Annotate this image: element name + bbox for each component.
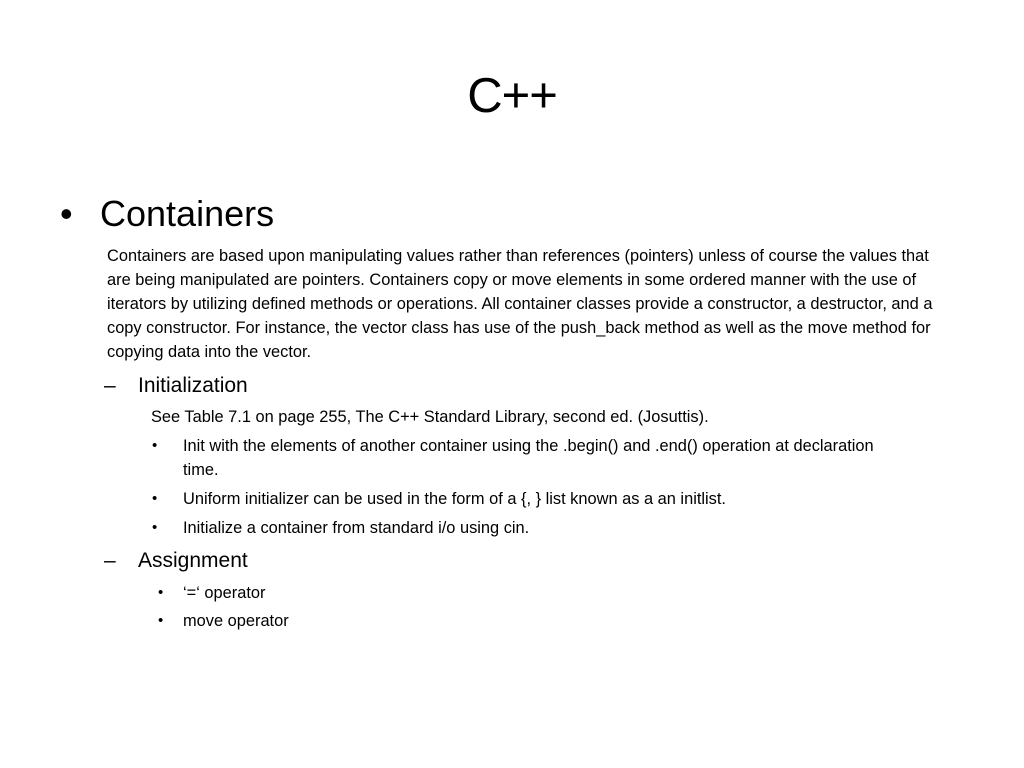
initialization-item: Uniform initializer can be used in the form of a {, } list known as a an initlist. xyxy=(183,490,726,508)
assignment-heading: Assignment xyxy=(138,549,248,572)
bullet-icon: • xyxy=(152,437,158,454)
bullet-icon: • xyxy=(152,519,158,536)
initialization-item: Init with the elements of another container using the .begin() and .end() operation at declaration time. xyxy=(183,437,874,479)
assignment-item: move operator xyxy=(183,612,289,630)
bullet-icon: • xyxy=(158,584,164,601)
dash-icon: – xyxy=(104,374,116,397)
bullet-icon: • xyxy=(158,612,164,629)
initialization-item: Initialize a container from standard i/o using cin. xyxy=(183,519,530,537)
dash-icon: – xyxy=(104,549,116,572)
initialization-note: See Table 7.1 on page 255, The C++ Standard Library, second ed. (Josuttis). xyxy=(151,408,709,426)
containers-heading: Containers xyxy=(100,193,275,234)
initialization-heading: Initialization xyxy=(138,374,248,397)
slide-title: C++ xyxy=(467,69,557,123)
bullet-icon: • xyxy=(152,490,158,507)
containers-description: Containers are based upon manipulating values rather than references (pointers) unless of course the values that are being manipulated are pointers. Containers copy or move elements in some ordered manner with the use of iterators by utilizing defined methods or operations. All container classes provide a constructor, a destructor, and a copy constructor. For instance, the vector class has use of the push_back method as well as the move method for copying data into the vector. xyxy=(107,247,933,361)
bullet-icon: • xyxy=(60,193,73,234)
assignment-item: ‘=‘ operator xyxy=(183,584,266,602)
